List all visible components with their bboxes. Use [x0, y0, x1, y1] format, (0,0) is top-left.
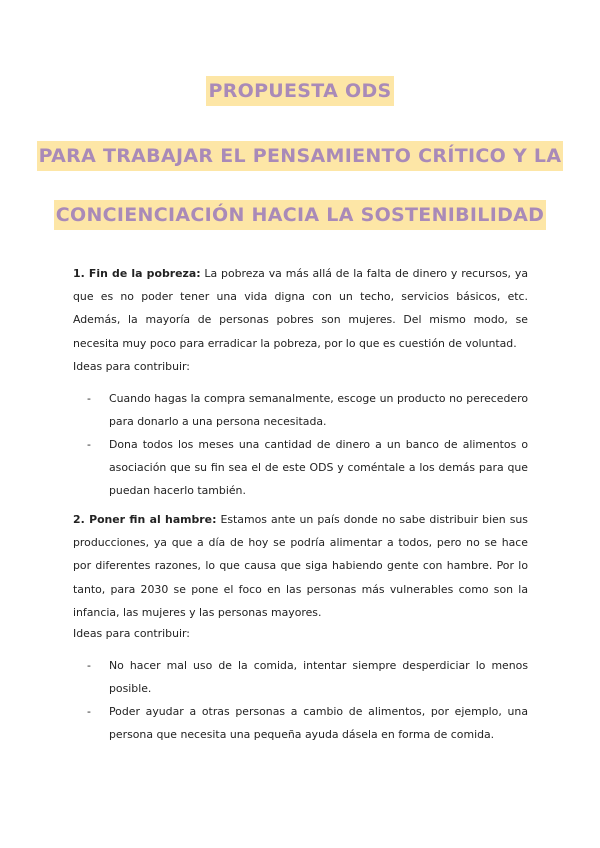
title-line-3	[0, 204, 600, 226]
title-line-2	[0, 145, 600, 167]
section-1-heading: 1. Fin de la pobreza:	[73, 267, 201, 280]
section-1-ideas-label: Ideas para contribuir:	[73, 360, 190, 373]
bullet-text: No hacer mal uso de la comida, intentar siempre desperdiciar lo menos posible.	[109, 659, 528, 696]
title-text-3: CONCIENCIACIÓN HACIA LA SOSTENIBILIDAD	[54, 200, 546, 230]
section-2-paragraph	[73, 508, 528, 624]
bullet-marker: -	[87, 659, 91, 672]
section-1-bullet-1	[87, 387, 528, 433]
title-line-1	[0, 80, 600, 102]
section-2-bullet-1	[87, 654, 528, 700]
title-text-2: PARA TRABAJAR EL PENSAMIENTO CRÍTICO Y LA	[37, 141, 564, 171]
title-text-1: PROPUESTA ODS	[206, 76, 393, 106]
bullet-text: Cuando hagas la compra semanalmente, escoge un producto no perecedero para donarlo a una persona necesitada.	[109, 392, 528, 429]
section-2-bullet-2	[87, 700, 528, 746]
bullet-marker: -	[87, 705, 91, 718]
bullet-text: Poder ayudar a otras personas a cambio de alimentos, por ejemplo, una persona que necesita una pequeña ayuda dásela en forma de comida.	[109, 705, 528, 742]
section-1-text: La pobreza va más allá de la falta de dinero y recursos, ya que es no poder tener una vida digna con un techo, servicios básicos, etc. Además, la mayoría de personas pobres son mujeres. Del mismo modo, se necesita muy poco para erradicar la pobreza, por lo que es cuestión de voluntad.	[73, 267, 528, 350]
section-2-text: Estamos ante un país donde no sabe distribuir bien sus producciones, ya que a día de hoy se podría alimentar a todos, pero no se hace por diferentes razones, lo que causa que siga habiendo gente con hambre. Por lo tanto, para 2030 se pone el foco en las personas más vulnerables como son la infancia, las mujeres y las personas mayores.	[73, 513, 528, 619]
bullet-text: Dona todos los meses una cantidad de dinero a un banco de alimentos o asociación que su fin sea el de este ODS y coméntale a los demás para que puedan hacerlo también.	[109, 438, 528, 498]
section-1-paragraph	[73, 262, 528, 355]
section-2-ideas-label: Ideas para contribuir:	[73, 627, 190, 640]
section-2-heading: 2. Poner fin al hambre:	[73, 513, 217, 526]
bullet-marker: -	[87, 438, 91, 451]
bullet-marker: -	[87, 392, 91, 405]
section-1-bullet-2	[87, 433, 528, 503]
